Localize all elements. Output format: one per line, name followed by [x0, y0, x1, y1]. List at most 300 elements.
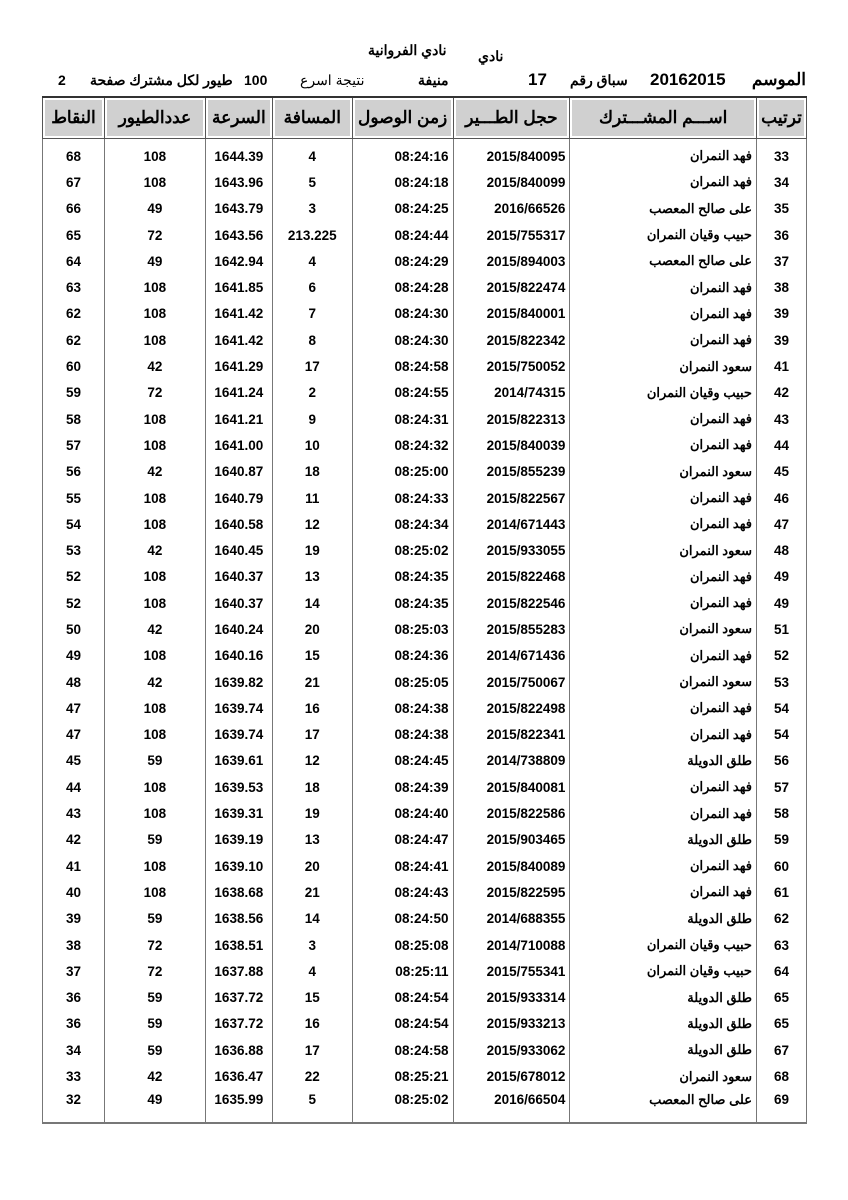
distance-cell: 6 — [272, 274, 352, 300]
speed-cell: 1641.85 — [205, 274, 272, 300]
table-row — [43, 695, 807, 721]
ring-cell: 2015/855283 — [453, 616, 570, 642]
table-row — [43, 774, 807, 800]
table-row — [43, 722, 807, 748]
speed-cell: 1640.37 — [205, 590, 272, 616]
member-name-cell: طلق الدويلة — [570, 1011, 757, 1037]
speed-cell: 1638.56 — [205, 906, 272, 932]
birds-cell: 59 — [104, 1011, 205, 1037]
rank-cell: 53 — [756, 669, 806, 695]
points-cell: 59 — [43, 380, 105, 406]
member-name-cell: فهد النمران — [570, 327, 757, 353]
member-name-cell: طلق الدويلة — [570, 827, 757, 853]
table-row — [43, 327, 807, 353]
points-cell: 45 — [43, 748, 105, 774]
arrival-time-cell: 08:25:11 — [352, 958, 453, 984]
rank-cell: 65 — [756, 985, 806, 1011]
birds-cell: 108 — [104, 879, 205, 905]
ring-cell: 2015/933213 — [453, 1011, 570, 1037]
arrival-time-cell: 08:25:08 — [352, 932, 453, 958]
ring-cell: 2015/840001 — [453, 301, 570, 327]
distance-cell: 7 — [272, 301, 352, 327]
arrival-time-cell: 08:24:45 — [352, 748, 453, 774]
points-cell: 58 — [43, 406, 105, 432]
rank-cell: 49 — [756, 564, 806, 590]
ring-cell: 2015/822498 — [453, 695, 570, 721]
member-name-cell: حبيب وقيان النمران — [570, 380, 757, 406]
speed-cell: 1640.58 — [205, 511, 272, 537]
points-cell: 66 — [43, 196, 105, 222]
points-cell: 34 — [43, 1037, 105, 1063]
race-location: منيفة — [418, 72, 449, 88]
points-cell: 36 — [43, 1011, 105, 1037]
arrival-time-cell: 08:25:02 — [352, 537, 453, 563]
birds-cell: 108 — [104, 485, 205, 511]
birds-cell: 108 — [104, 643, 205, 669]
birds-cell: 59 — [104, 1037, 205, 1063]
arrival-time-cell: 08:24:40 — [352, 800, 453, 826]
points-cell: 57 — [43, 432, 105, 458]
points-cell: 49 — [43, 643, 105, 669]
birds-cell: 108 — [104, 800, 205, 826]
ring-cell: 2015/840081 — [453, 774, 570, 800]
points-cell: 54 — [43, 511, 105, 537]
points-cell: 47 — [43, 695, 105, 721]
distance-cell: 15 — [272, 985, 352, 1011]
distance-cell: 17 — [272, 1037, 352, 1063]
birds-cell: 42 — [104, 537, 205, 563]
page-number: 2 — [58, 72, 66, 88]
speed-cell: 1640.24 — [205, 616, 272, 642]
speed-cell: 1643.56 — [205, 222, 272, 248]
distance-cell: 10 — [272, 432, 352, 458]
points-cell: 56 — [43, 459, 105, 485]
ring-cell: 2015/840039 — [453, 432, 570, 458]
rank-cell: 68 — [756, 1063, 806, 1089]
speed-cell: 1641.21 — [205, 406, 272, 432]
ring-cell: 2015/755317 — [453, 222, 570, 248]
member-name-cell: فهد النمران — [570, 485, 757, 511]
member-name-cell: فهد النمران — [570, 406, 757, 432]
distance-cell: 17 — [272, 353, 352, 379]
table-row — [43, 564, 807, 590]
arrival-time-cell: 08:24:33 — [352, 485, 453, 511]
member-name-cell: فهد النمران — [570, 301, 757, 327]
points-cell: 68 — [43, 139, 105, 170]
ring-cell: 2014/671443 — [453, 511, 570, 537]
birds-cell: 42 — [104, 353, 205, 379]
table-header-row — [43, 97, 807, 139]
arrival-time-cell: 08:25:03 — [352, 616, 453, 642]
table-row — [43, 958, 807, 984]
ring-cell: 2015/822546 — [453, 590, 570, 616]
season-label: الموسم — [751, 70, 806, 89]
arrival-time-cell: 08:24:44 — [352, 222, 453, 248]
member-name-cell: طلق الدويلة — [570, 1037, 757, 1063]
rank-cell: 48 — [756, 537, 806, 563]
ring-cell: 2016/66526 — [453, 196, 570, 222]
distance-cell: 20 — [272, 853, 352, 879]
distance-cell: 16 — [272, 1011, 352, 1037]
member-name-cell: على صالح المعصب — [570, 1090, 757, 1123]
member-name-cell: سعود النمران — [570, 353, 757, 379]
member-name-cell: فهد النمران — [570, 879, 757, 905]
points-cell: 38 — [43, 932, 105, 958]
arrival-time-cell: 08:25:05 — [352, 669, 453, 695]
arrival-time-cell: 08:24:32 — [352, 432, 453, 458]
rank-cell: 36 — [756, 222, 806, 248]
col-rank: ترتيب — [756, 97, 806, 139]
rank-cell: 46 — [756, 485, 806, 511]
birds-cell: 59 — [104, 827, 205, 853]
arrival-time-cell: 08:24:38 — [352, 695, 453, 721]
rank-cell: 39 — [756, 301, 806, 327]
speed-cell: 1636.47 — [205, 1063, 272, 1089]
arrival-time-cell: 08:24:55 — [352, 380, 453, 406]
col-arrival-time: زمن الوصول — [352, 97, 453, 139]
distance-cell: 19 — [272, 537, 352, 563]
points-cell: 36 — [43, 985, 105, 1011]
rank-cell: 54 — [756, 695, 806, 721]
speed-cell: 1639.74 — [205, 695, 272, 721]
member-name-cell: فهد النمران — [570, 722, 757, 748]
arrival-time-cell: 08:24:30 — [352, 301, 453, 327]
points-cell: 48 — [43, 669, 105, 695]
col-distance: المسافة — [272, 97, 352, 139]
birds-cell: 59 — [104, 748, 205, 774]
table-row — [43, 432, 807, 458]
member-name-cell: طلق الدويلة — [570, 906, 757, 932]
col-member-name: اســـم المشـــترك — [570, 97, 757, 139]
table-row — [43, 590, 807, 616]
speed-cell: 1637.72 — [205, 1011, 272, 1037]
speed-cell: 1642.94 — [205, 248, 272, 274]
birds-cell: 72 — [104, 958, 205, 984]
arrival-time-cell: 08:24:30 — [352, 327, 453, 353]
ring-cell: 2015/933314 — [453, 985, 570, 1011]
member-name-cell: طلق الدويلة — [570, 748, 757, 774]
points-cell: 52 — [43, 564, 105, 590]
table-row — [43, 616, 807, 642]
birds-cell: 108 — [104, 301, 205, 327]
birds-cell: 108 — [104, 139, 205, 170]
table-row — [43, 353, 807, 379]
ring-cell: 2015/755341 — [453, 958, 570, 984]
birds-cell: 49 — [104, 196, 205, 222]
speed-cell: 1643.96 — [205, 169, 272, 195]
points-cell: 39 — [43, 906, 105, 932]
points-cell: 33 — [43, 1063, 105, 1089]
speed-cell: 1636.88 — [205, 1037, 272, 1063]
points-cell: 55 — [43, 485, 105, 511]
ring-cell: 2015/822567 — [453, 485, 570, 511]
distance-cell: 13 — [272, 827, 352, 853]
rank-cell: 47 — [756, 511, 806, 537]
speed-cell: 1643.79 — [205, 196, 272, 222]
birds-cell: 108 — [104, 432, 205, 458]
birds-cell: 42 — [104, 1063, 205, 1089]
distance-cell: 4 — [272, 248, 352, 274]
arrival-time-cell: 08:24:35 — [352, 590, 453, 616]
rank-cell: 58 — [756, 800, 806, 826]
points-cell: 60 — [43, 353, 105, 379]
ring-cell: 2015/933055 — [453, 537, 570, 563]
distance-cell: 4 — [272, 139, 352, 170]
col-points: النقاط — [43, 97, 105, 139]
points-cell: 63 — [43, 274, 105, 300]
ring-cell: 2015/840099 — [453, 169, 570, 195]
ring-cell: 2015/894003 — [453, 248, 570, 274]
distance-cell: 11 — [272, 485, 352, 511]
ring-cell: 2015/678012 — [453, 1063, 570, 1089]
col-ring: حجل الطـــير — [453, 97, 570, 139]
rank-cell: 52 — [756, 643, 806, 669]
arrival-time-cell: 08:24:35 — [352, 564, 453, 590]
speed-cell: 1644.39 — [205, 139, 272, 170]
arrival-time-cell: 08:24:38 — [352, 722, 453, 748]
table-row — [43, 827, 807, 853]
rank-cell: 54 — [756, 722, 806, 748]
distance-cell: 13 — [272, 564, 352, 590]
arrival-time-cell: 08:24:39 — [352, 774, 453, 800]
birds-cell: 108 — [104, 853, 205, 879]
table-row — [43, 800, 807, 826]
result-label: نتيجة اسرع — [300, 72, 365, 88]
table-row — [43, 1037, 807, 1063]
ring-cell: 2014/738809 — [453, 748, 570, 774]
member-name-cell: سعود النمران — [570, 669, 757, 695]
birds-cell: 108 — [104, 695, 205, 721]
arrival-time-cell: 08:24:31 — [352, 406, 453, 432]
table-row — [43, 985, 807, 1011]
season-value: 20162015 — [650, 70, 726, 89]
table-row — [43, 196, 807, 222]
birds-cell: 108 — [104, 406, 205, 432]
table-row — [43, 1090, 807, 1123]
rank-cell: 45 — [756, 459, 806, 485]
points-cell: 47 — [43, 722, 105, 748]
birds-cell: 59 — [104, 906, 205, 932]
member-name-cell: فهد النمران — [570, 139, 757, 170]
table-row — [43, 459, 807, 485]
points-cell: 32 — [43, 1090, 105, 1123]
per-member-label: طيور لكل مشترك صفحة — [90, 72, 233, 88]
speed-cell: 1639.74 — [205, 722, 272, 748]
birds-cell: 108 — [104, 511, 205, 537]
rank-cell: 57 — [756, 774, 806, 800]
birds-cell: 49 — [104, 1090, 205, 1123]
ring-cell: 2016/66504 — [453, 1090, 570, 1123]
arrival-time-cell: 08:24:36 — [352, 643, 453, 669]
rank-cell: 65 — [756, 1011, 806, 1037]
arrival-time-cell: 08:25:00 — [352, 459, 453, 485]
distance-cell: 17 — [272, 722, 352, 748]
arrival-time-cell: 08:25:21 — [352, 1063, 453, 1089]
arrival-time-cell: 08:24:58 — [352, 353, 453, 379]
rank-cell: 62 — [756, 906, 806, 932]
ring-cell: 2015/822313 — [453, 406, 570, 432]
table-row — [43, 748, 807, 774]
table-row — [43, 932, 807, 958]
distance-cell: 18 — [272, 774, 352, 800]
ring-cell: 2015/822586 — [453, 800, 570, 826]
rank-cell: 42 — [756, 380, 806, 406]
member-name-cell: فهد النمران — [570, 169, 757, 195]
points-cell: 62 — [43, 327, 105, 353]
rank-cell: 41 — [756, 353, 806, 379]
points-cell: 62 — [43, 301, 105, 327]
speed-cell: 1639.31 — [205, 800, 272, 826]
speed-cell: 1641.42 — [205, 301, 272, 327]
member-name-cell: فهد النمران — [570, 695, 757, 721]
rank-cell: 63 — [756, 932, 806, 958]
birds-cell: 72 — [104, 932, 205, 958]
speed-cell: 1641.24 — [205, 380, 272, 406]
speed-cell: 1638.68 — [205, 879, 272, 905]
ring-cell: 2015/840089 — [453, 853, 570, 879]
club-label: نادي — [478, 48, 504, 64]
table-row — [43, 301, 807, 327]
birds-cell: 72 — [104, 380, 205, 406]
distance-cell: 12 — [272, 748, 352, 774]
member-name-cell: فهد النمران — [570, 774, 757, 800]
distance-cell: 4 — [272, 958, 352, 984]
ring-cell: 2015/933062 — [453, 1037, 570, 1063]
ring-cell: 2015/822341 — [453, 722, 570, 748]
distance-cell: 12 — [272, 511, 352, 537]
table-row — [43, 380, 807, 406]
points-cell: 44 — [43, 774, 105, 800]
arrival-time-cell: 08:24:28 — [352, 274, 453, 300]
table-row — [43, 406, 807, 432]
distance-cell: 14 — [272, 590, 352, 616]
birds-cell: 108 — [104, 274, 205, 300]
birds-cell: 42 — [104, 616, 205, 642]
member-name-cell: حبيب وقيان النمران — [570, 222, 757, 248]
ring-cell: 2014/671436 — [453, 643, 570, 669]
member-name-cell: فهد النمران — [570, 590, 757, 616]
distance-cell: 20 — [272, 616, 352, 642]
birds-cell: 108 — [104, 564, 205, 590]
distance-cell: 21 — [272, 879, 352, 905]
table-row — [43, 643, 807, 669]
birds-cell: 108 — [104, 774, 205, 800]
arrival-time-cell: 08:24:41 — [352, 853, 453, 879]
rank-cell: 49 — [756, 590, 806, 616]
member-name-cell: فهد النمران — [570, 432, 757, 458]
arrival-time-cell: 08:24:54 — [352, 1011, 453, 1037]
rank-cell: 51 — [756, 616, 806, 642]
ring-cell: 2015/903465 — [453, 827, 570, 853]
member-name-cell: حبيب وقيان النمران — [570, 958, 757, 984]
member-name-cell: طلق الدويلة — [570, 985, 757, 1011]
col-birds: عددالطيور — [104, 97, 205, 139]
member-name-cell: حبيب وقيان النمران — [570, 932, 757, 958]
birds-count: 100 — [244, 72, 268, 88]
birds-cell: 49 — [104, 248, 205, 274]
arrival-time-cell: 08:24:18 — [352, 169, 453, 195]
ring-cell: 2015/750052 — [453, 353, 570, 379]
distance-cell: 8 — [272, 327, 352, 353]
distance-cell: 21 — [272, 669, 352, 695]
points-cell: 52 — [43, 590, 105, 616]
birds-cell: 42 — [104, 669, 205, 695]
speed-cell: 1641.29 — [205, 353, 272, 379]
distance-cell: 15 — [272, 643, 352, 669]
speed-cell: 1639.10 — [205, 853, 272, 879]
points-cell: 37 — [43, 958, 105, 984]
race-label: سباق رقم — [570, 72, 628, 88]
rank-cell: 64 — [756, 958, 806, 984]
birds-cell: 108 — [104, 169, 205, 195]
rank-cell: 33 — [756, 139, 806, 170]
points-cell: 53 — [43, 537, 105, 563]
table-row — [43, 853, 807, 879]
rank-cell: 35 — [756, 196, 806, 222]
rank-cell: 69 — [756, 1090, 806, 1123]
arrival-time-cell: 08:24:54 — [352, 985, 453, 1011]
speed-cell: 1637.72 — [205, 985, 272, 1011]
speed-cell: 1640.16 — [205, 643, 272, 669]
member-name-cell: فهد النمران — [570, 853, 757, 879]
table-row — [43, 1063, 807, 1089]
rank-cell: 67 — [756, 1037, 806, 1063]
rank-cell: 44 — [756, 432, 806, 458]
rank-cell: 34 — [756, 169, 806, 195]
distance-cell: 5 — [272, 1090, 352, 1123]
speed-cell: 1641.00 — [205, 432, 272, 458]
speed-cell: 1640.45 — [205, 537, 272, 563]
points-cell: 50 — [43, 616, 105, 642]
ring-cell: 2015/822342 — [453, 327, 570, 353]
ring-cell: 2015/855239 — [453, 459, 570, 485]
rank-cell: 60 — [756, 853, 806, 879]
birds-cell: 59 — [104, 985, 205, 1011]
member-name-cell: سعود النمران — [570, 1063, 757, 1089]
speed-cell: 1639.53 — [205, 774, 272, 800]
arrival-time-cell: 08:24:43 — [352, 879, 453, 905]
table-row — [43, 669, 807, 695]
member-name-cell: سعود النمران — [570, 616, 757, 642]
club-name: نادي الفروانية — [368, 42, 447, 58]
ring-cell: 2015/750067 — [453, 669, 570, 695]
rank-cell: 37 — [756, 248, 806, 274]
ring-cell: 2015/822474 — [453, 274, 570, 300]
table-row — [43, 1011, 807, 1037]
rank-cell: 56 — [756, 748, 806, 774]
table-row — [43, 139, 807, 170]
distance-cell: 213.225 — [272, 222, 352, 248]
ring-cell: 2014/710088 — [453, 932, 570, 958]
member-name-cell: فهد النمران — [570, 274, 757, 300]
birds-cell: 42 — [104, 459, 205, 485]
ring-cell: 2014/688355 — [453, 906, 570, 932]
table-row — [43, 222, 807, 248]
arrival-time-cell: 08:25:02 — [352, 1090, 453, 1123]
speed-cell: 1641.42 — [205, 327, 272, 353]
points-cell: 65 — [43, 222, 105, 248]
arrival-time-cell: 08:24:58 — [352, 1037, 453, 1063]
results-table — [42, 96, 807, 1124]
arrival-time-cell: 08:24:50 — [352, 906, 453, 932]
arrival-time-cell: 08:24:25 — [352, 196, 453, 222]
member-name-cell: على صالح المعصب — [570, 248, 757, 274]
distance-cell: 22 — [272, 1063, 352, 1089]
ring-cell: 2015/822468 — [453, 564, 570, 590]
birds-cell: 108 — [104, 722, 205, 748]
rank-cell: 43 — [756, 406, 806, 432]
arrival-time-cell: 08:24:47 — [352, 827, 453, 853]
